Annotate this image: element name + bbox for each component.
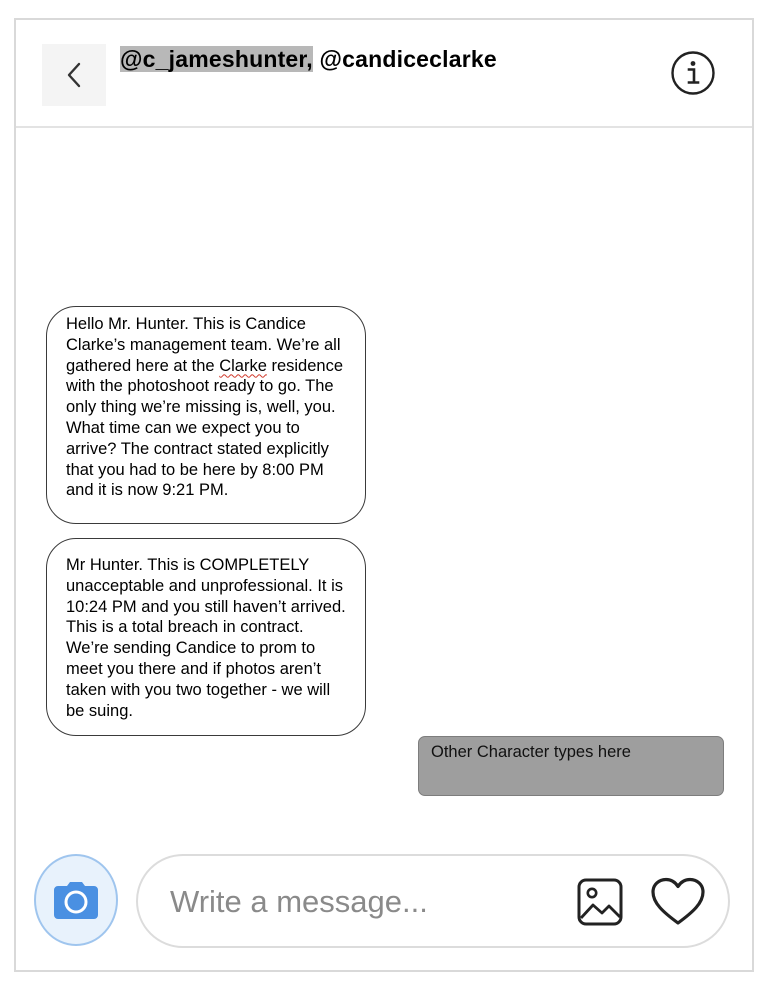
message-composer xyxy=(136,854,730,948)
message-text: Other Character types here xyxy=(431,743,631,761)
message-input[interactable] xyxy=(168,878,552,926)
heart-button[interactable] xyxy=(650,876,706,928)
image-icon xyxy=(576,876,626,928)
message-text: residence with the photoshoot ready to go. The only thing we’re missing is, well, you. What time can we expect you to arrive? The contract stated explicitly that you had to be here by 8:00 PM and it is now 9:21 PM. xyxy=(66,356,344,500)
camera-button[interactable] xyxy=(34,854,118,946)
info-button[interactable] xyxy=(670,50,716,96)
info-icon xyxy=(670,50,716,96)
camera-icon xyxy=(53,880,99,920)
chat-header xyxy=(16,20,752,128)
chat-window xyxy=(14,18,754,972)
message-text: Hello Mr. Hunter. This is Candice Clarke’s management team. We’re all gathered here at the xyxy=(66,315,341,375)
spellcheck-flagged-word: Clarke xyxy=(219,356,267,375)
message-bubble-incoming xyxy=(46,538,366,736)
message-bubble-incoming xyxy=(46,306,366,524)
message-bubble-outgoing xyxy=(418,736,724,796)
title-handle: @candiceclarke xyxy=(312,46,497,72)
title-highlighted-handle: @c_jameshunter, xyxy=(120,46,313,72)
message-text: Mr Hunter. This is COMPLETELY unacceptable and unprofessional. It is 10:24 PM and you still haven’t arrived. This is a total breach in contract. We’re sending Candice to prom to meet you there and if photos aren’t taken with you two together - we will be suing. xyxy=(66,556,346,720)
chevron-left-icon xyxy=(64,60,84,90)
image-button[interactable] xyxy=(576,876,626,928)
heart-icon xyxy=(650,876,706,928)
back-button[interactable] xyxy=(42,44,106,106)
page-title xyxy=(120,46,497,73)
